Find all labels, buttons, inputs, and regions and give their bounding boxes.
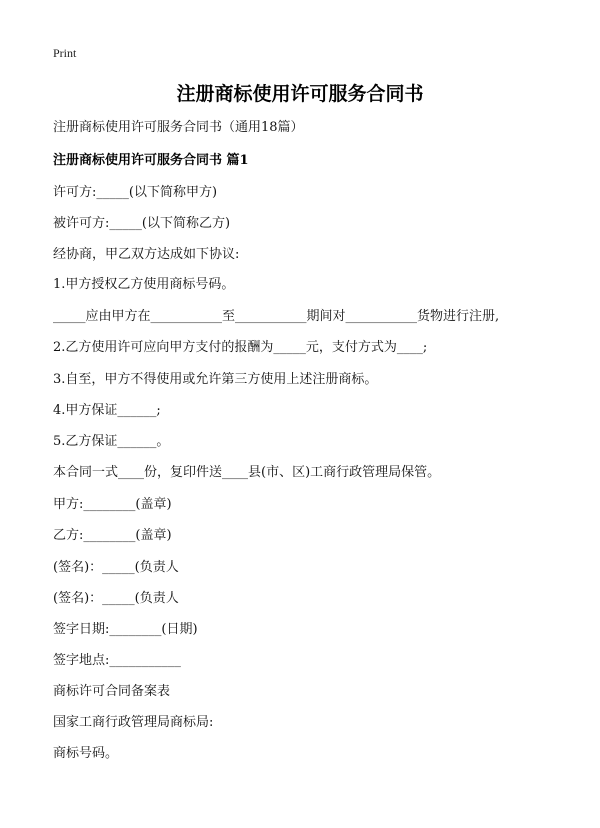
- clause-2: 2.乙方使用许可应向甲方支付的报酬为_____元，支付方式为____;: [53, 340, 428, 355]
- clause-4: 4.甲方保证______;: [53, 403, 161, 418]
- party-b-seal: 乙方:________(盖章): [53, 528, 172, 543]
- agreement-intro: 经协商，甲乙双方达成如下协议:: [53, 247, 240, 262]
- signing-place: 签字地点:___________: [53, 653, 181, 668]
- copies-clause: 本合同一式____份，复印件送____县(市、区)工商行政管理局保管。: [53, 465, 441, 480]
- trademark-number-line: 商标号码。: [53, 746, 119, 761]
- filing-form-title: 商标许可合同备案表: [53, 684, 171, 699]
- party-a-seal: 甲方:________(盖章): [53, 497, 172, 512]
- licensor-line: 许可方:_____(以下简称甲方): [53, 185, 218, 200]
- licensee-line: 被许可方:_____(以下简称乙方): [53, 216, 231, 231]
- section-heading: 注册商标使用许可服务合同书 篇1: [53, 153, 249, 168]
- signature-line-1: (签名)：_____(负责人: [53, 560, 179, 575]
- trademark-office-line: 国家工商行政管理局商标局:: [53, 715, 214, 730]
- clause-1: 1.甲方授权乙方使用商标号码。: [53, 277, 235, 292]
- signing-date: 签字日期:________(日期): [53, 622, 198, 637]
- print-link[interactable]: Print: [53, 46, 77, 60]
- clause-5: 5.乙方保证______。: [53, 434, 170, 449]
- signature-line-2: (签名)：_____(负责人: [53, 591, 179, 606]
- clause-3: 3.自至，甲方不得使用或允许第三方使用上述注册商标。: [53, 372, 378, 387]
- clause-1-detail: _____应由甲方在___________至___________期间对___________货物进行注册,: [53, 309, 500, 324]
- document-title: 注册商标使用许可服务合同书: [176, 83, 424, 105]
- document-subtitle: 注册商标使用许可服务合同书（通用18篇）: [53, 120, 304, 135]
